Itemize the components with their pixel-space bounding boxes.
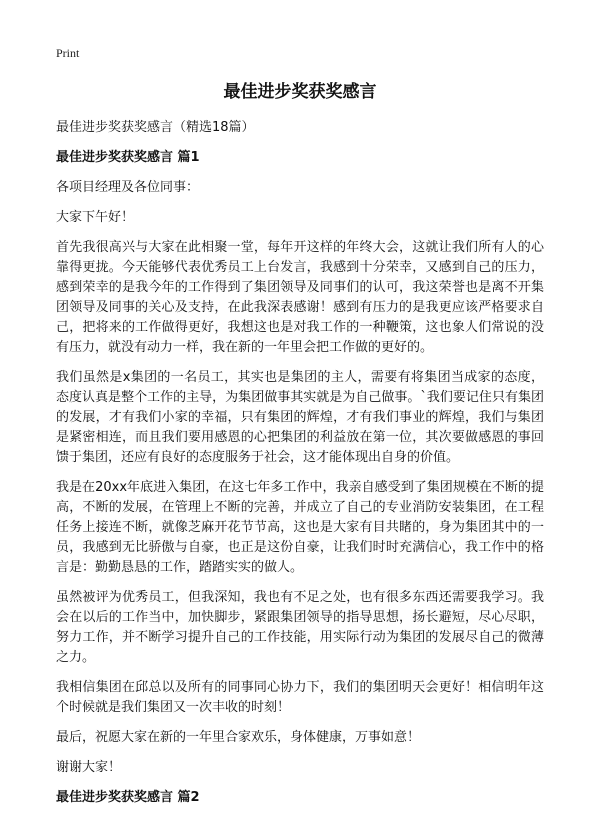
paragraph: 虽然被评为优秀员工，但我深知，我也有不足之处，也有很多东西还需要我学习。我会在以后的工作当中，加快脚步，紧跟集团领导的指导思想，扬长避短，尽心尽职，努力工作，并不断学习提升自己的工作技能，用实际行动为集团的发展尽自己的微薄之力。: [56, 590, 544, 665]
paragraph: 我相信集团在邱总以及所有的同事同心协力下，我们的集团明天会更好！相信明年这个时候就是我们集团又一次丰收的时刻！: [56, 680, 544, 715]
paragraph: 我是在20xx年底进入集团，在这七年多工作中，我亲自感受到了集团规模在不断的提高，不断的发展，在管理上不断的完善，并成立了自己的专业消防安装集团，在工程任务上接连不断，就像芝麻开花节节高，这也是大家有目共睹的，身为集团其中的一员，我感到无比骄傲与自豪，也正是这份自豪，让我们时时充满信心，我工作中的格言是：勤勤恳恳的工作，踏踏实实的做人。: [56, 480, 544, 575]
paragraph: 首先我很高兴与大家在此相聚一堂，每年开这样的年终大会，这就让我们所有人的心靠得更拢。今天能够代表优秀员工上台发言，我感到十分荣幸，又感到自己的压力，感到荣幸的是我今年的工作得到了集团领导及同事们的认可，我这荣誉也是离不开集团领导及同事的关心及支持，在此我深表感谢！感到有压力的是我更应该严格要求自己，把将来的工作做得更好，我想这也是对我工作的一种鞭策，这也象人们常说的没有压力，就没有动力一样，我在新的一年里会把工作做的更好的。: [56, 240, 544, 355]
paragraph: 谢谢大家！: [56, 760, 122, 775]
section-heading-1: 最佳进步奖获奖感言 篇1: [56, 150, 200, 165]
paragraph: 最后，祝愿大家在新的一年里合家欢乐，身体健康，万事如意！: [56, 730, 421, 745]
document-subtitle: 最佳进步奖获奖感言（精选18篇）: [56, 120, 255, 135]
greeting: 大家下午好！: [56, 210, 135, 225]
document-title: 最佳进步奖获奖感言: [223, 82, 377, 102]
salutation: 各项目经理及各位同事：: [56, 180, 200, 195]
document-body: [56, 118, 544, 818]
paragraph: 我们虽然是x集团的一名员工，其实也是集团的主人，需要有将集团当成家的态度，态度认真是整个工作的主导，为集团做事其实就是为自己做事。`我们要记住只有集团的发展，才有我们小家的幸福，只有集团的辉煌，才有我们事业的辉煌，我们与集团是紧密相连，而且我们要用感恩的心把集团的利益放在第一位，其次要做感恩的事回馈于集团，还应有良好的态度服务于社会，这才能体现出自身的价值。: [56, 370, 544, 465]
section-heading-2: 最佳进步奖获奖感言 篇2: [56, 790, 200, 805]
print-link[interactable]: Print: [56, 46, 80, 60]
